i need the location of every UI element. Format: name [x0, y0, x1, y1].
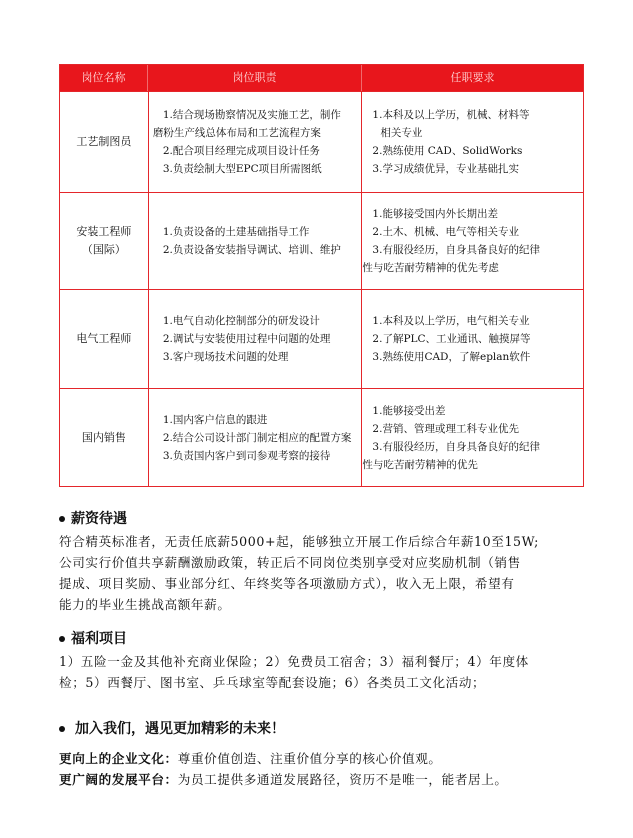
duties-cell: 1.结合现场勘察情况及实施工艺，制作 磨粉生产线总体布局和工艺流程方案 2.配合项目经理完成项目设计任务 3.负责绘制大型EPC项目所需图纸 [149, 92, 363, 192]
salary-title: 薪资待遇 [59, 510, 589, 528]
bullet-icon [59, 726, 65, 732]
table-row [60, 388, 583, 486]
salary-line: 符合精英标准者，无责任底薪5000+起，能够独立开展工作后综合年薪10至15W; [59, 534, 539, 549]
table-row [60, 91, 583, 192]
join-item [59, 748, 589, 769]
position-name: 国内销售 [60, 389, 149, 486]
position-name: 电气工程师 [60, 290, 149, 388]
join-section [59, 720, 589, 790]
salary-line: 公司实行价值共享薪酬激励政策，转正后不同岗位类别享受对应奖励机制（销售 [59, 555, 521, 570]
salary-line: 提成、项目奖励、事业部分红、年终奖等各项激励方式），收入无上限，希望有 [59, 576, 515, 591]
join-item-text: 为员工提供多通道发展路径，资历不是唯一，能者居上。 [177, 772, 508, 787]
header-duties: 岗位职责 [148, 65, 362, 91]
requirements-cell: 1.能够接受出差 2.营销、管理或理工科专业优先 3.有服役经历，自身具备良好的纪律 性与吃苦耐劳精神的优先 [362, 404, 540, 471]
header-requirements: 任职要求 [450, 71, 495, 84]
duties-cell: 1.电气自动化控制部分的研发设计 2.调试与安装使用过程中问题的处理 3.客户现场技术问题的处理 [149, 290, 363, 388]
benefits-section [59, 630, 589, 693]
bullet-icon [59, 516, 65, 522]
requirements-cell: 1.能够接受国内外长期出差 2.土木、机械、电气等相关专业 3.有服役经历，自身具备良好的纪律 性与吃苦耐劳精神的优先考虑 [362, 208, 540, 274]
salary-line: 能力的毕业生挑战高额年薪。 [59, 597, 231, 612]
table-header [60, 65, 583, 91]
position-name: 安装工程师 （国际） [60, 193, 149, 289]
header-position: 岗位名称 [60, 65, 148, 91]
join-item-label: 更向上的企业文化： [59, 751, 178, 766]
join-item [59, 769, 589, 790]
position-name: 工艺制图员 [60, 92, 149, 192]
join-item-text: 尊重价值创造、注重价值分享的核心价值观。 [177, 751, 442, 766]
benefits-title: 福利项目 [59, 630, 589, 648]
join-item-label: 更广阔的发展平台： [59, 772, 178, 787]
requirements-cell: 1.本科及以上学历，机械、材料等 相关专业 2.熟练使用 CAD、SolidWorks 3.学习成绩优异，专业基础扎实 [372, 109, 530, 175]
join-title: 加入我们，遇见更加精彩的未来！ [59, 720, 589, 738]
requirements-cell: 1.本科及以上学历，电气相关专业 2.了解PLC、工业通讯、触摸屏等 3.熟练使用CAD，了解eplan软件 [372, 315, 531, 363]
benefits-line: 1）五险一金及其他补充商业保险；2）免费员工宿舍；3）福利餐厅；4）年度体 [59, 654, 529, 669]
benefits-line: 检；5）西餐厅、图书室、乒乓球室等配套设施；6）各类员工文化活动； [59, 675, 486, 690]
bullet-icon [59, 636, 65, 642]
duties-cell: 1.负责设备的土建基础指导工作 2.负责设备安装指导调试、培训、维护 [149, 193, 363, 289]
duties-cell: 1.国内客户信息的跟进 2.结合公司设计部门制定相应的配置方案 3.负责国内客户到司参观考察的接待 [149, 389, 363, 486]
job-table [59, 64, 584, 487]
table-row [60, 192, 583, 289]
salary-section [59, 510, 589, 615]
table-row [60, 289, 583, 388]
